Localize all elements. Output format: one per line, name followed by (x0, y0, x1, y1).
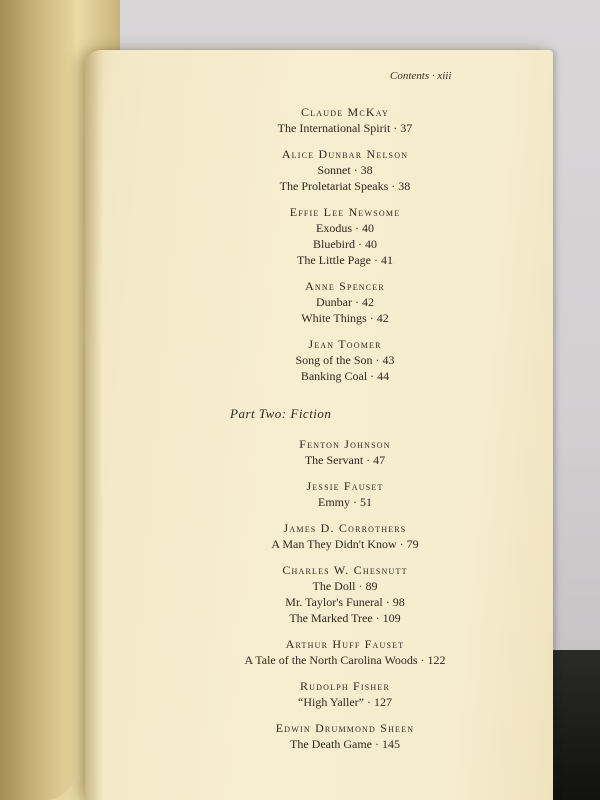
toc-work: A Man They Didn't Know · 79 (271, 537, 419, 551)
toc-work: Exodus · 40 (316, 221, 374, 235)
toc-work: Song of the Son · 43 (295, 353, 395, 367)
toc-work: The Marked Tree · 109 (289, 611, 401, 625)
toc-work: “High Yaller” · 127 (298, 695, 392, 709)
toc-entry (200, 146, 490, 194)
toc-author: Alice Dunbar Nelson (281, 147, 409, 161)
toc-work: Bluebird · 40 (313, 237, 377, 251)
toc-author: James D. Corrothers (283, 521, 407, 535)
toc-author: Fenton Johnson (299, 437, 391, 451)
toc-work: Mr. Taylor's Funeral · 98 (285, 595, 405, 609)
toc-entry (200, 104, 490, 136)
toc-work: The Proletariat Speaks · 38 (279, 179, 411, 193)
toc-entry (200, 636, 490, 668)
toc-entry (200, 520, 490, 552)
facing-page-curl (0, 0, 75, 800)
toc-author: Rudolph Fisher (299, 679, 391, 693)
toc-author: Jean Toomer (308, 337, 382, 351)
part-one-entries (200, 104, 490, 384)
toc-author: Arthur Huff Fauset (285, 637, 405, 651)
toc-author: Effie Lee Newsome (289, 205, 401, 219)
toc-author: Claude McKay (300, 105, 389, 119)
page-gutter-shadow (85, 50, 103, 800)
toc-entry (200, 678, 490, 710)
toc-work: The Death Game · 145 (290, 737, 400, 751)
toc-work: The Servant · 47 (304, 453, 386, 467)
toc-author: Edwin Drummond Sheen (275, 721, 415, 735)
toc-work: The International Spirit · 37 (277, 121, 413, 135)
toc-work: The Doll · 89 (312, 579, 378, 593)
toc-entry (200, 204, 490, 268)
toc-work: Sonnet · 38 (317, 163, 373, 177)
toc-entry (200, 436, 490, 468)
toc-work: Emmy · 51 (318, 495, 372, 509)
toc-work: Banking Coal · 44 (300, 369, 390, 383)
table-of-contents (200, 104, 490, 762)
running-head: Contents · xiii (390, 70, 452, 82)
toc-author: Jessie Fauset (306, 479, 384, 493)
toc-work: Dunbar · 42 (316, 295, 374, 309)
toc-work: White Things · 42 (301, 311, 389, 325)
toc-entry (200, 478, 490, 510)
toc-entry (200, 278, 490, 326)
toc-author: Charles W. Chesnutt (282, 563, 408, 577)
toc-entry (200, 562, 490, 626)
toc-entry (200, 336, 490, 384)
toc-work: A Tale of the North Carolina Woods · 122 (244, 653, 446, 667)
toc-entry (200, 720, 490, 752)
part-two-entries (200, 436, 490, 752)
toc-author: Anne Spencer (305, 279, 385, 293)
toc-work: The Little Page · 41 (297, 253, 393, 267)
part-two-heading: Part Two: Fiction (230, 406, 332, 421)
